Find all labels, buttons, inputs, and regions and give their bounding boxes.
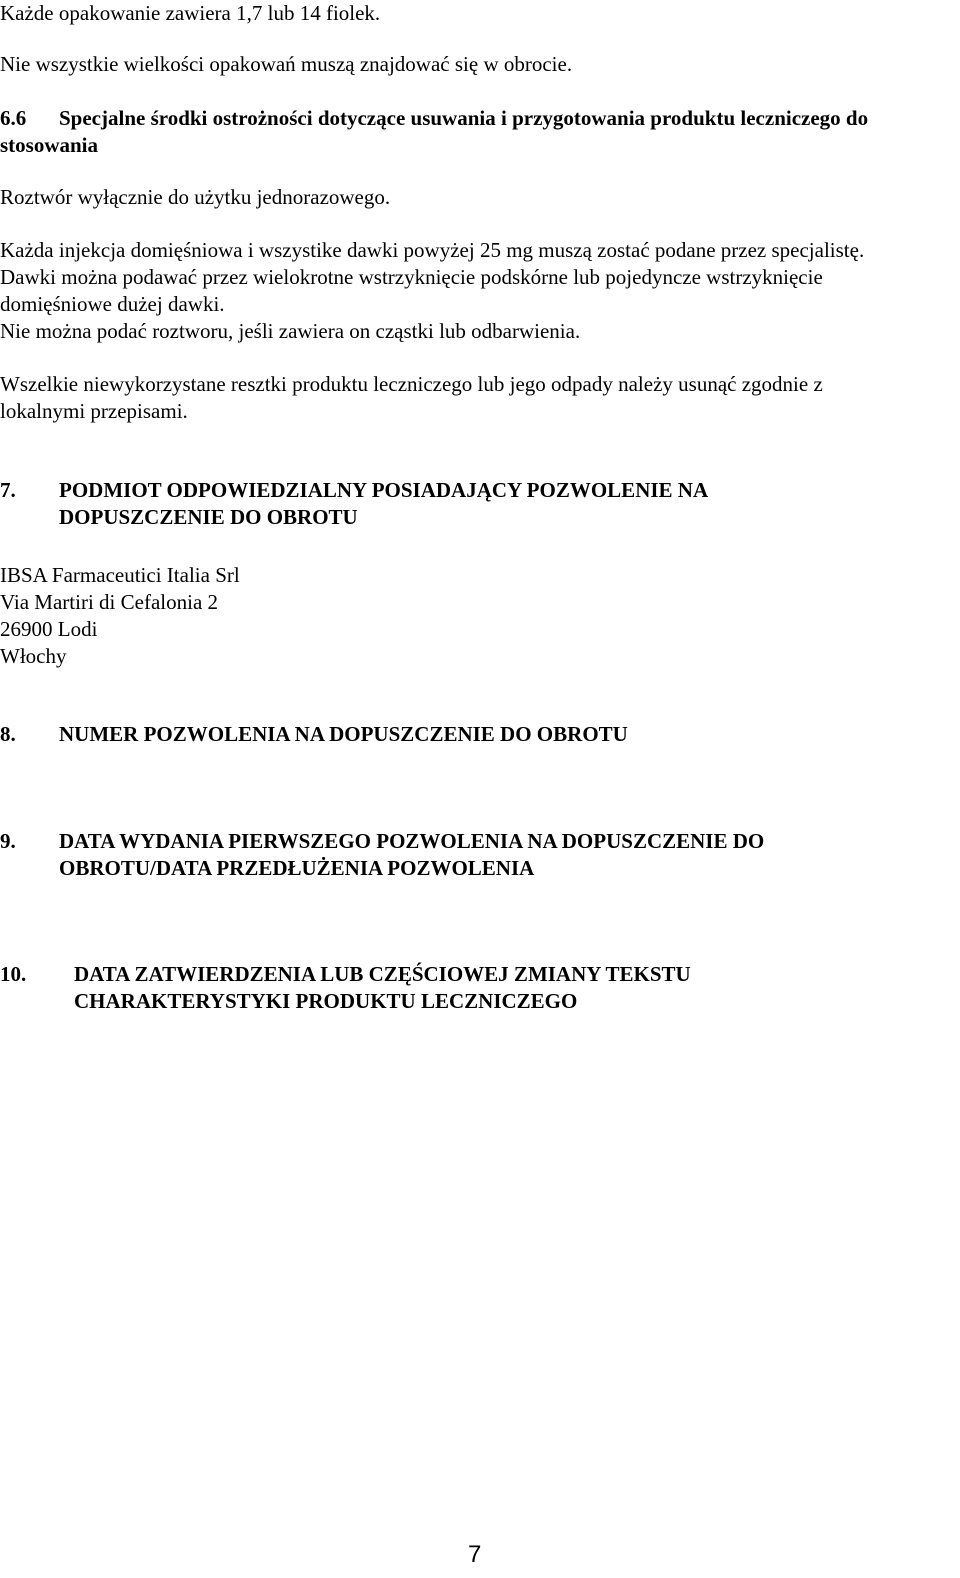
paragraph-line: Dawki można podawać przez wielokrotne wstrzyknięcie podskórne lub pojedyncze wstrzyknięcie <box>0 265 823 289</box>
section-number: 9. <box>0 829 16 853</box>
country: Włochy <box>0 644 67 668</box>
paragraph-single-use: Roztwór wyłącznie do użytku jednorazowego. <box>0 185 391 209</box>
page-number: 7 <box>468 1541 482 1568</box>
section-title-line-2: stosowania <box>0 133 99 157</box>
section-number: 7. <box>0 478 16 502</box>
section-number: 8. <box>0 722 16 746</box>
paragraph-line: Nie można podać roztworu, jeśli zawiera on cząstki lub odbarwienia. <box>0 319 581 343</box>
section-number: 6.6 <box>0 106 27 130</box>
section-title-line-1: PODMIOT ODPOWIEDZIALNY POSIADAJĄCY POZWOLENIE NA <box>59 478 709 502</box>
section-title-line-2: CHARAKTERYSTYKI PRODUKTU LECZNICZEGO <box>74 989 578 1013</box>
section-title-line-1: DATA WYDANIA PIERWSZEGO POZWOLENIA NA DOPUSZCZENIE DO <box>59 829 765 853</box>
paragraph-package-sizes: Nie wszystkie wielkości opakowań muszą znajdować się w obrocie. <box>0 52 573 76</box>
section-title-line-2: OBROTU/DATA PRZEDŁUŻENIA POZWOLENIA <box>59 856 535 880</box>
paragraph-line: Każda injekcja domięśniowa i wszystike dawki powyżej 25 mg muszą zostać podane przez specjalistę. <box>0 238 865 262</box>
section-number: 10. <box>0 962 27 986</box>
section-title-line-2: DOPUSZCZENIE DO OBROTU <box>59 505 358 529</box>
company-name: IBSA Farmaceutici Italia Srl <box>0 563 240 587</box>
paragraph-line: domięśniowe dużej dawki. <box>0 292 225 316</box>
paragraph-line: lokalnymi przepisami. <box>0 399 188 423</box>
paragraph-package-contents: Każde opakowanie zawiera 1,7 lub 14 fiolek. <box>0 1 381 25</box>
paragraph-line: Wszelkie niewykorzystane resztki produktu leczniczego lub jego odpady należy usunąć zgodnie z <box>0 372 823 396</box>
section-title-line-1: DATA ZATWIERDZENIA LUB CZĘŚCIOWEJ ZMIANY TEKSTU <box>74 962 691 986</box>
section-title-line-1: Specjalne środki ostrożności dotyczące usuwania i przygotowania produktu leczniczego do <box>59 106 869 130</box>
postal-city: 26900 Lodi <box>0 617 98 641</box>
section-title-line-1: NUMER POZWOLENIA NA DOPUSZCZENIE DO OBROTU <box>59 722 628 746</box>
street-address: Via Martiri di Cefalonia 2 <box>0 590 219 614</box>
